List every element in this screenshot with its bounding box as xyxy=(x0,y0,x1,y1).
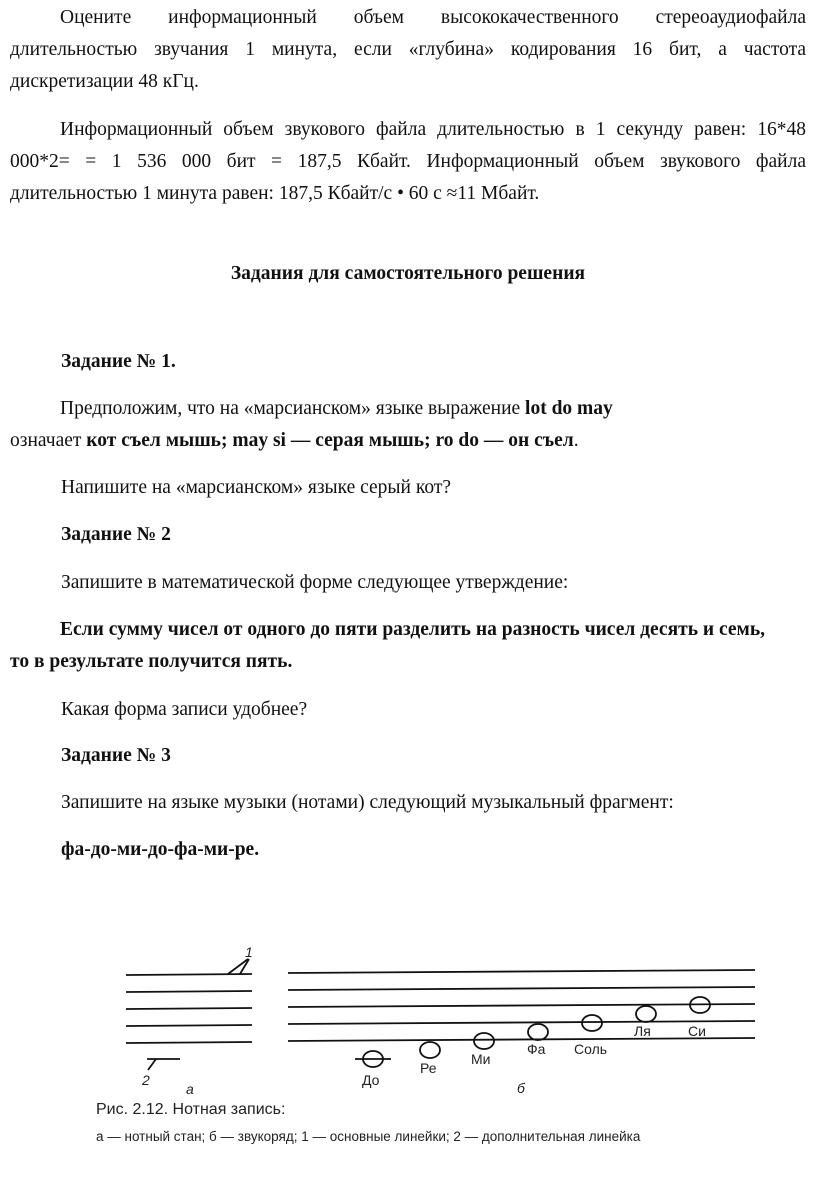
figure-caption-text: а — нотный стан; б — звукоряд; 1 — основные линейки; 2 — дополнительная линейка xyxy=(96,1129,641,1144)
label-a: а xyxy=(186,1081,194,1095)
example-problem: Оцените информационный объем высококачественного стереоаудиофайла длительностью звучания 1 минута, если «глубина» кодирования 16 бит, а частота дискретизации 48 кГц. xyxy=(10,7,806,92)
note-label-la: Ля xyxy=(634,1023,651,1039)
staff-b-line xyxy=(288,987,755,990)
task1-text xyxy=(10,393,806,457)
note-sol xyxy=(582,1015,602,1031)
section-title: Задания для самостоятельного решения xyxy=(230,263,586,284)
staff-a-line xyxy=(126,1025,252,1026)
music-staff-figure xyxy=(0,935,816,1095)
task3-title: Задание № 3 xyxy=(61,745,171,766)
staff-a-line xyxy=(126,1042,252,1043)
note-label-si: Си xyxy=(688,1023,706,1039)
label-2: 2 xyxy=(142,1072,150,1088)
task2-statement: Если сумму чисел от одного до пяти разделить на разность чисел десять и семь, то в результате получится пять. xyxy=(10,619,766,672)
staff-b-line xyxy=(288,1038,755,1041)
task1-intro: Предположим, что на «марсианском» языке выражение xyxy=(60,398,526,419)
task1-phrase: lot do may xyxy=(525,398,613,419)
note-re xyxy=(420,1042,440,1058)
task1-dot: . xyxy=(573,430,579,451)
note-label-fa: Фа xyxy=(527,1041,546,1057)
staff-b-line xyxy=(288,970,755,973)
task1-means: означает xyxy=(10,430,87,451)
staff-a-line xyxy=(126,974,252,975)
label-1: 1 xyxy=(245,944,253,960)
staff-b-line xyxy=(288,1004,755,1007)
staff-a-line xyxy=(126,991,252,992)
note-label-re: Ре xyxy=(420,1060,437,1076)
note-la xyxy=(636,1006,656,1022)
note-label-do: До xyxy=(362,1072,380,1088)
task1-question: Напишите на «марсианском» языке серый кот? xyxy=(61,477,451,498)
task1-title: Задание № 1. xyxy=(61,351,176,372)
label-2-pointer xyxy=(148,1059,156,1070)
task2-question: Какая форма записи удобнее? xyxy=(61,699,308,720)
staff-b-line xyxy=(288,1021,755,1024)
task3-instruction: Запишите на языке музыки (нотами) следующий музыкальный фрагмент: xyxy=(61,792,674,813)
figure-caption-title: Рис. 2.12. Нотная запись: xyxy=(96,1101,286,1118)
task2-instruction: Запишите в математической форме следующее утверждение: xyxy=(61,572,569,593)
staff-a-line xyxy=(126,1008,252,1009)
task1-meanings: кот съел мышь; may si — серая мышь; ro do — он съел xyxy=(86,430,574,451)
note-label-sol: Соль xyxy=(574,1041,608,1057)
task3-fragment: фа-до-ми-до-фа-ми-ре. xyxy=(61,839,260,860)
task2-title: Задание № 2 xyxy=(61,524,171,545)
note-mi xyxy=(474,1033,494,1049)
note-fa xyxy=(528,1024,548,1040)
label-b: б xyxy=(517,1080,525,1095)
note-label-mi: Ми xyxy=(471,1051,491,1067)
example-solution: Информационный объем звукового файла длительностью в 1 секунду равен: 16*48 000*2= = 1 536 000 бит = 187,5 Кбайт. Информационный объем звукового файла длительностью 1 минута равен: 187,5 Кбайт/с • 60 с ≈11 Мбайт. xyxy=(10,119,806,204)
